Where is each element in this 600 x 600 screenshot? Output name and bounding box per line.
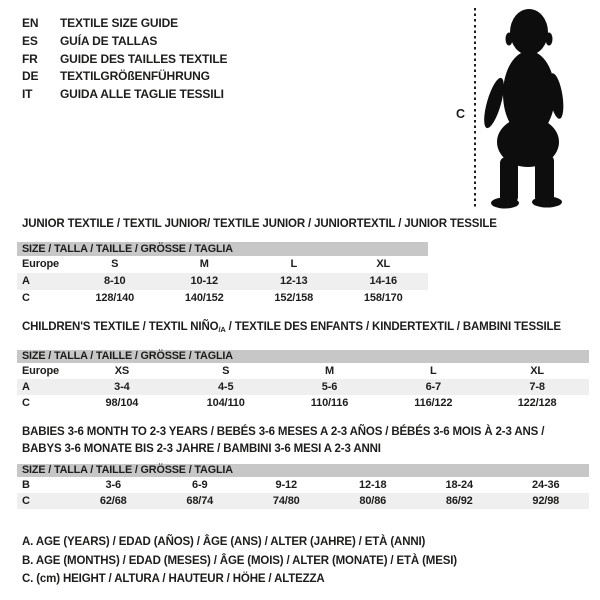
size-cell: M [199,258,209,270]
language-code: EN [22,16,39,30]
table-row-age [17,379,589,395]
row-label: Europe [22,258,59,270]
size-cell: L [430,365,437,377]
table-row-months [17,477,589,493]
children-size-table [17,350,589,411]
language-title-list [22,15,227,104]
height-cell: 140/152 [184,292,224,304]
babies-title-line2: BABYS 3-6 MONATE BIS 2-3 JAHRE / BAMBINI 3-6 MESI A 2-3 ANNI [22,442,381,455]
table-row-height [17,395,589,411]
row-label: C [22,292,30,304]
size-header-band: SIZE / TALLA / TAILLE / GRÖSSE / TAGLIA [17,350,589,363]
table-row-age [17,273,428,290]
language-label: GUIDA ALLE TAGLIE TESSILI [60,87,224,102]
children-section-title [22,321,561,334]
table-row-height [17,290,428,307]
language-row-de [22,68,227,86]
size-cell: XL [376,258,391,270]
height-cell: 158/170 [363,292,403,304]
language-row-en [22,15,227,33]
row-label: Europe [22,365,59,377]
language-code: ES [22,33,38,48]
table-row-europe [17,363,589,379]
age-cell: 6-7 [425,381,442,393]
measurement-legend [22,533,457,589]
age-cell: 12-13 [280,275,308,287]
size-cell: L [290,258,298,270]
age-cell: 10-12 [190,275,218,287]
title-text: CHILDREN'S TEXTILE / TEXTIL NIÑO [22,321,219,333]
legend-line-b: B. AGE (MONTHS) / EDAD (MESES) / ÂGE (MOIS) / ALTER (MONATE) / ETÀ (MESI) [22,554,457,567]
age-cell: 8-10 [104,275,126,287]
baby-silhouette-icon [483,8,596,209]
height-cell: 98/104 [105,397,139,409]
months-cell: 18-24 [445,479,473,491]
language-label: GUÍA DE TALLAS [60,33,158,48]
age-cell: 3-4 [114,381,130,393]
height-cell: 116/122 [414,397,453,409]
row-label: A [22,381,30,393]
height-cell: 80/86 [359,495,387,507]
height-cell: 122/128 [517,397,557,409]
row-label: A [22,275,30,287]
language-code: DE [22,69,39,84]
junior-size-table [17,242,428,307]
title-text: / TEXTILE DES ENFANTS / KINDERTEXTIL / BAMBINI TESSILE [225,321,561,333]
row-label: B [22,479,30,491]
size-cell: XS [114,365,130,377]
height-measure-label: C [456,107,465,121]
language-label: GUIDE DES TAILLES TEXTILE [60,51,228,66]
months-cell: 24-36 [532,479,560,491]
height-dashed-line [474,8,476,209]
months-cell: 12-18 [359,479,387,491]
table-row-europe [17,256,428,273]
babies-size-table [17,464,589,509]
months-cell: 9-12 [275,479,297,491]
language-label: TEXTILE SIZE GUIDE [60,16,178,30]
months-cell: 3-6 [105,479,121,491]
language-code: FR [22,51,38,66]
height-cell: 128/140 [95,292,135,304]
babies-title-line1: BABIES 3-6 MONTH TO 2-3 YEARS / BEBÉS 3-6 MESES A 2-3 AÑOS / BÉBÉS 3-6 MOIS À 2-3 ANS / [22,426,545,438]
legend-line-a: A. AGE (YEARS) / EDAD (AÑOS) / ÂGE (ANS) / ALTER (JAHRE) / ETÀ (ANNI) [22,536,426,548]
size-cell: S [111,258,119,270]
height-cell: 152/158 [274,292,314,304]
row-label: C [22,495,30,507]
language-code: IT [22,87,33,102]
height-cell: 92/98 [532,495,560,507]
height-cell: 62/68 [99,495,127,507]
age-cell: 5-6 [321,381,338,393]
babies-section-title [22,424,544,457]
age-cell: 4-5 [217,381,234,393]
size-header-band: SIZE / TALLA / TAILLE / GRÖSSE / TAGLIA [17,464,589,477]
language-row-it [22,86,227,104]
legend-line-c: C. (cm) HEIGHT / ALTURA / HAUTEUR / HÖHE / ALTEZZA [22,573,325,586]
height-cell: 86/92 [445,495,473,507]
language-label: TEXTILGRÖßENFÜHRUNG [60,69,210,84]
age-cell: 14-16 [369,275,397,287]
junior-section-title: JUNIOR TEXTILE / TEXTIL JUNIOR/ TEXTILE JUNIOR / JUNIORTEXTIL / JUNIOR TESSILE [22,218,497,230]
row-label: C [22,397,30,409]
height-cell: 104/110 [206,397,245,409]
height-cell: 74/80 [272,495,300,507]
age-cell: 7-8 [529,381,545,393]
title-subscript: /A [218,325,226,334]
language-row-es [22,33,227,51]
size-cell: M [324,365,334,377]
height-cell: 68/74 [186,495,214,507]
size-header-band: SIZE / TALLA / TAILLE / GRÖSSE / TAGLIA [17,242,428,256]
months-cell: 6-9 [192,479,208,491]
height-cell: 110/116 [310,397,349,409]
size-cell: S [222,365,230,377]
language-row-fr [22,51,227,69]
size-cell: XL [530,365,544,377]
table-row-height [17,493,589,509]
